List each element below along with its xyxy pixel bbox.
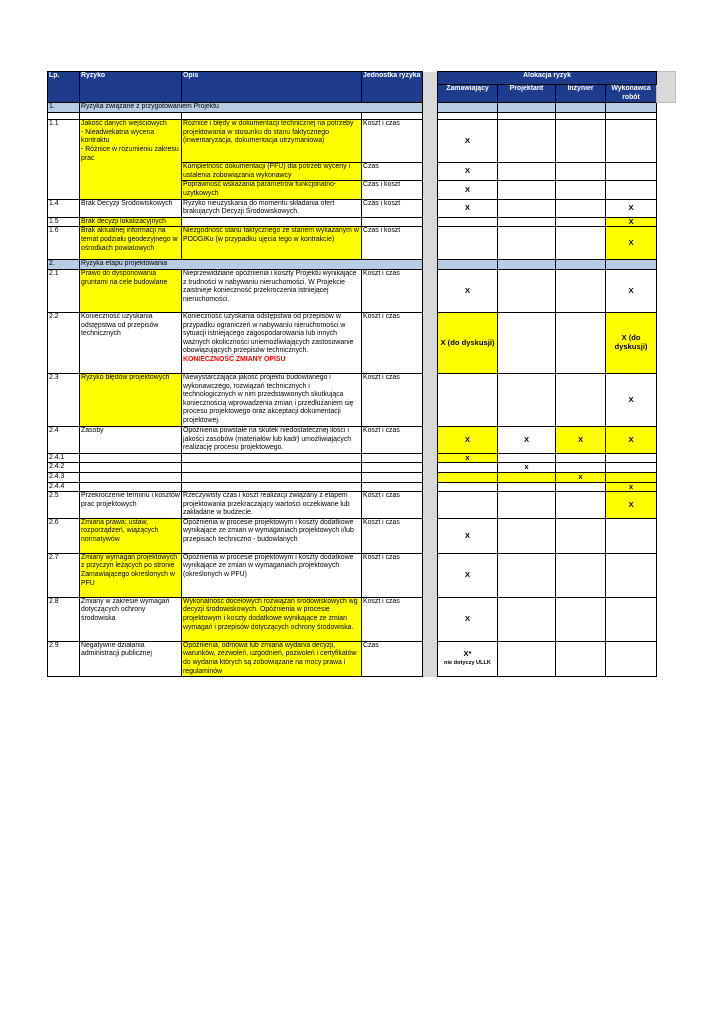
cell-desc: Opóźnienia w procesie projektowym i koszty dodatkowe wynikające ze zmian w wymaganiach projektowych (określonych w PFU) [182,553,362,597]
gap-cell [423,120,438,163]
alloc-wykonawca: X [606,217,657,227]
alloc-wykonawca: X [606,199,657,217]
table-row [48,373,676,426]
cell-lp: 1.4 [48,199,80,217]
alloc-wykonawca [606,120,657,163]
cell-desc: Wykonalność docelowych rozwiązań środowiskowych wg decyzji środowiskowych. Opóźnienia w procesie projektowym i koszty dodatkowe wynikające ze zmian wymagań i przepisów dotyczących ochrony środowiska. [182,597,362,641]
cell-lp: 2.4.4 [48,482,80,492]
cell-desc: Poprawność wskazania parametrów funkcjonalno-użytkowych [182,181,362,199]
header-opis: Opis [182,72,362,103]
gap-cell [423,163,438,181]
alloc-zamawiajacy: X [438,181,498,199]
cell-lp: 2.7 [48,553,80,597]
cell-risk: Zasoby [80,426,182,453]
cell-risk: Jakość danych wejściowych - Nieadwekatna wycena kontraktu - Różnice w rozumieniu zakresu prac [80,120,182,199]
header-zamawiajacy: Zamawiający [438,85,498,103]
cell-risk: Brak aktualnej informacji na temat podziału geodezyjnego w ośrodkach powiatowych [80,227,182,260]
gap-cell [423,641,438,676]
table-row [48,553,676,597]
cell-risk: Brak Decyzji Środowiskowych [80,199,182,217]
alloc-wykonawca: X [606,492,657,519]
cell-lp: 2.9 [48,641,80,676]
cell-unit: Koszt i czas [362,312,423,373]
alloc-projektant: X [498,426,556,453]
table-row [48,120,676,163]
gap-cell [423,373,438,426]
table-row [48,426,676,453]
cell-unit: Czas [362,641,423,676]
alloc-wykonawca: X [606,373,657,426]
cell-risk: Konieczność uzyskania odstępstwa od przepisów technicznych [80,312,182,373]
alloc-cell [556,103,606,113]
table-row [48,641,676,676]
cell-lp: 2.4.2 [48,463,80,473]
header-inzynier: Inżynier [556,85,606,103]
alloc-wykonawca: x [606,482,657,492]
cell-lp: 2.5 [48,492,80,519]
cell-risk: Zmiana prawa: ustaw, rozporządzeń, wiążących normatywów [80,518,182,553]
risk-allocation-table [47,71,675,677]
gap-cell [423,492,438,519]
alloc-cell [438,103,498,113]
table-row [48,453,676,463]
cell-risk: Prawo do dysponowania gruntami na cele budowlane [80,269,182,312]
alloc-projektant [498,120,556,163]
cell-unit: Koszt i czas [362,373,423,426]
cell-risk: Brak decyzji lokalizacyjnych [80,217,182,227]
gap-cell [423,217,438,227]
gap-cell [423,597,438,641]
cell-lp: 1.5 [48,217,80,227]
cell-unit: Koszt i czas [362,269,423,312]
alloc-wykonawca: X [606,227,657,260]
cell-unit: Koszt i czas [362,120,423,163]
cell-unit: Koszt i czas [362,492,423,519]
cell-desc: Niewystarczająca jakość projektu budowlanego i wykonawczego, rozwiązań technicznych i technologicznych w nim przedstawionych skutkująca koniecznością wprowadzenia zmian i przedłużaniem się procesu projektowego oraz akceptacji dokumentacji projektowej. [182,373,362,426]
section-row [48,103,676,113]
desc-text: Konieczność uzyskania odstępstwa od przepisów w przypadku ograniczeń w nabywaniu nieruchomości w sytuacji istniejącego zagospodarowania lub innych ważnych okoliczności uniemożliwiających zastosowanie obowiązujących przepisów technicznych. [183,312,354,355]
alloc-zamawiajacy: X [438,553,498,597]
cell-risk: Przekroczenie terminu i kosztów prac projektowych [80,492,182,519]
gap-cell [423,227,438,260]
gap-cell [423,426,438,453]
gap-cell [423,103,438,113]
header-lp: Lp. [48,72,80,103]
cell-unit: Koszt i czas [362,518,423,553]
alloc-wykonawca: X [606,269,657,312]
header-row [48,72,676,85]
cell-lp: 1. [48,103,80,113]
header-ryzyko: Ryzyko [80,72,182,103]
vertical-scrollbar[interactable] [657,72,676,103]
cell-desc: Rzeczywisty czas i koszt realizacji związany z etapem projektowania przekraczający wartości oczekiwane lub zakładane w budżecie. [182,492,362,519]
alloc-zamawiajacy: x [438,453,498,463]
alloc-projektant: x [498,463,556,473]
table-row [48,269,676,312]
cell-unit: Koszt i czas [362,553,423,597]
cell-desc: Opóźnienia, odmowa lub zmiana wydania decyzji, warunków, zezwoleń, uzgodnień, pozwoleń i certyfikatów do wydania których są zobowiązane na mocy prawa i regulaminów [182,641,362,676]
gap-cell [423,260,438,270]
cell-risk: Ryzyko błędów projektowych [80,373,182,426]
table-row [48,463,676,473]
alloc-wykonawca: X (do dyskusji) [606,312,657,373]
alloc-zamawiajacy: X [438,426,498,453]
cell-desc: Kompletność dokumentacji (PFU) dla potrzeb wyceny i ustalenia zobowiązania wykonawcy [182,163,362,181]
alloc-zamawiajacy: X [438,120,498,163]
cell-unit: Czas i koszt [362,181,423,199]
cell-lp: 2.6 [48,518,80,553]
cell-unit: Czas i koszt [362,227,423,260]
cell-desc: Opóźnienia powstałe na skutek niedostatecznej ilości i jakości zasobów (materiałów lub kadr) umożliwiających realizację procesu projektowego. [182,426,362,453]
alloc-cell [606,103,657,113]
alloc-zamawiajacy: X [438,199,498,217]
alloc-zamawiajacy: X [438,518,498,553]
alloc-wykonawca: X [606,426,657,453]
cell-desc: Opóźnienia w procesie projektowym i koszty dodatkowe wynikające ze zmian w wymaganiach projektowych i/lub przepisach techniczno - budowlanych [182,518,362,553]
cell-unit: Czas i koszt [362,199,423,217]
table-row [48,217,676,227]
cell-lp: 1.1 [48,120,80,199]
alloc-zamawiajacy: X (do dyskusji) [438,312,498,373]
gap-cell [423,312,438,373]
table-row [48,492,676,519]
cell-desc: Ryzyko nieuzyskania do momentu składania ofert brakujących Decyzji Środowiskowych. [182,199,362,217]
spacer-row [48,113,676,120]
alloc-inzynier: x [556,472,606,482]
cell-lp: 1.6 [48,227,80,260]
cell-lp: 2.4 [48,426,80,453]
alloc-inzynier [556,120,606,163]
header-wykonawca: Wykonawca robót [606,85,657,103]
header-jednostka: Jednostka ryzyka [362,72,423,103]
section-title: Ryzyka związane z przygotowaniem Projektu [80,103,423,113]
header-projektant: Projektant [498,85,556,103]
cell-unit: Koszt i czas [362,597,423,641]
gap-cell [423,518,438,553]
cell-lp: 2.3 [48,373,80,426]
cell-desc: Nieprzewidziane opóźnienia i koszty Projektu wynikające z trudności w nabywaniu nieruchomości. W Projekcie zaistnieje konieczność przekroczenia istniejącej nieruchomości. [182,269,362,312]
cell-desc [182,312,362,373]
alloc-zamawiajacy: X [438,163,498,181]
cell-lp: 2. [48,260,80,270]
change-notice: KONIECZNOŚĆ ZMIANY OPISU [183,355,286,363]
alloc-inzynier: X [556,426,606,453]
alloc-mark: X* [463,649,472,659]
alloc-note: nie dotyczy ULLK [444,660,491,667]
table-row [48,312,676,373]
section-row [48,260,676,270]
header-alokacja: Alokacja ryzyk [438,72,657,85]
cell-risk: Negatywne działania administracji publicznej [80,641,182,676]
section-title: Ryzyka etapu projektowania [80,260,423,270]
cell-unit: Czas [362,163,423,181]
cell-desc: Niezgodność stanu faktycznego ze stanem wykazanym w PODGIKu (w przypadku ujęcia tego w kontrakcie) [182,227,362,260]
cell-desc: Różnice i błędy w dokumentacji technicznej na potrzeby projektowania w stosunku do stanu faktycznego (inwentaryzacja, dokumentacja utrzymaniowa) [182,120,362,163]
gap-cell [423,199,438,217]
table-row [48,482,676,492]
alloc-zamawiajacy: X [438,597,498,641]
cell-lp: 2.1 [48,269,80,312]
table-row [48,597,676,641]
table-row [48,227,676,260]
cell-risk: Zmiany wymagań projektowych z przyczyn leżących po stronie Zamawiającego określonych w PFU [80,553,182,597]
cell-lp: 2.4.1 [48,453,80,463]
cell-lp: 2.2 [48,312,80,373]
alloc-zamawiajacy: X [438,269,498,312]
gap-column [423,72,438,103]
table-row [48,518,676,553]
cell-risk: Zmiany w zakresie wymagań dotyczących ochrony środowiska [80,597,182,641]
gap-cell [423,269,438,312]
table-row [48,199,676,217]
gap-cell [423,181,438,199]
gap-cell [423,553,438,597]
cell-unit: Koszt i czas [362,426,423,453]
table-row [48,472,676,482]
cell-lp: 2.8 [48,597,80,641]
alloc-zamawiajacy [438,641,498,676]
cell-lp: 2.4.3 [48,472,80,482]
alloc-cell [498,103,556,113]
